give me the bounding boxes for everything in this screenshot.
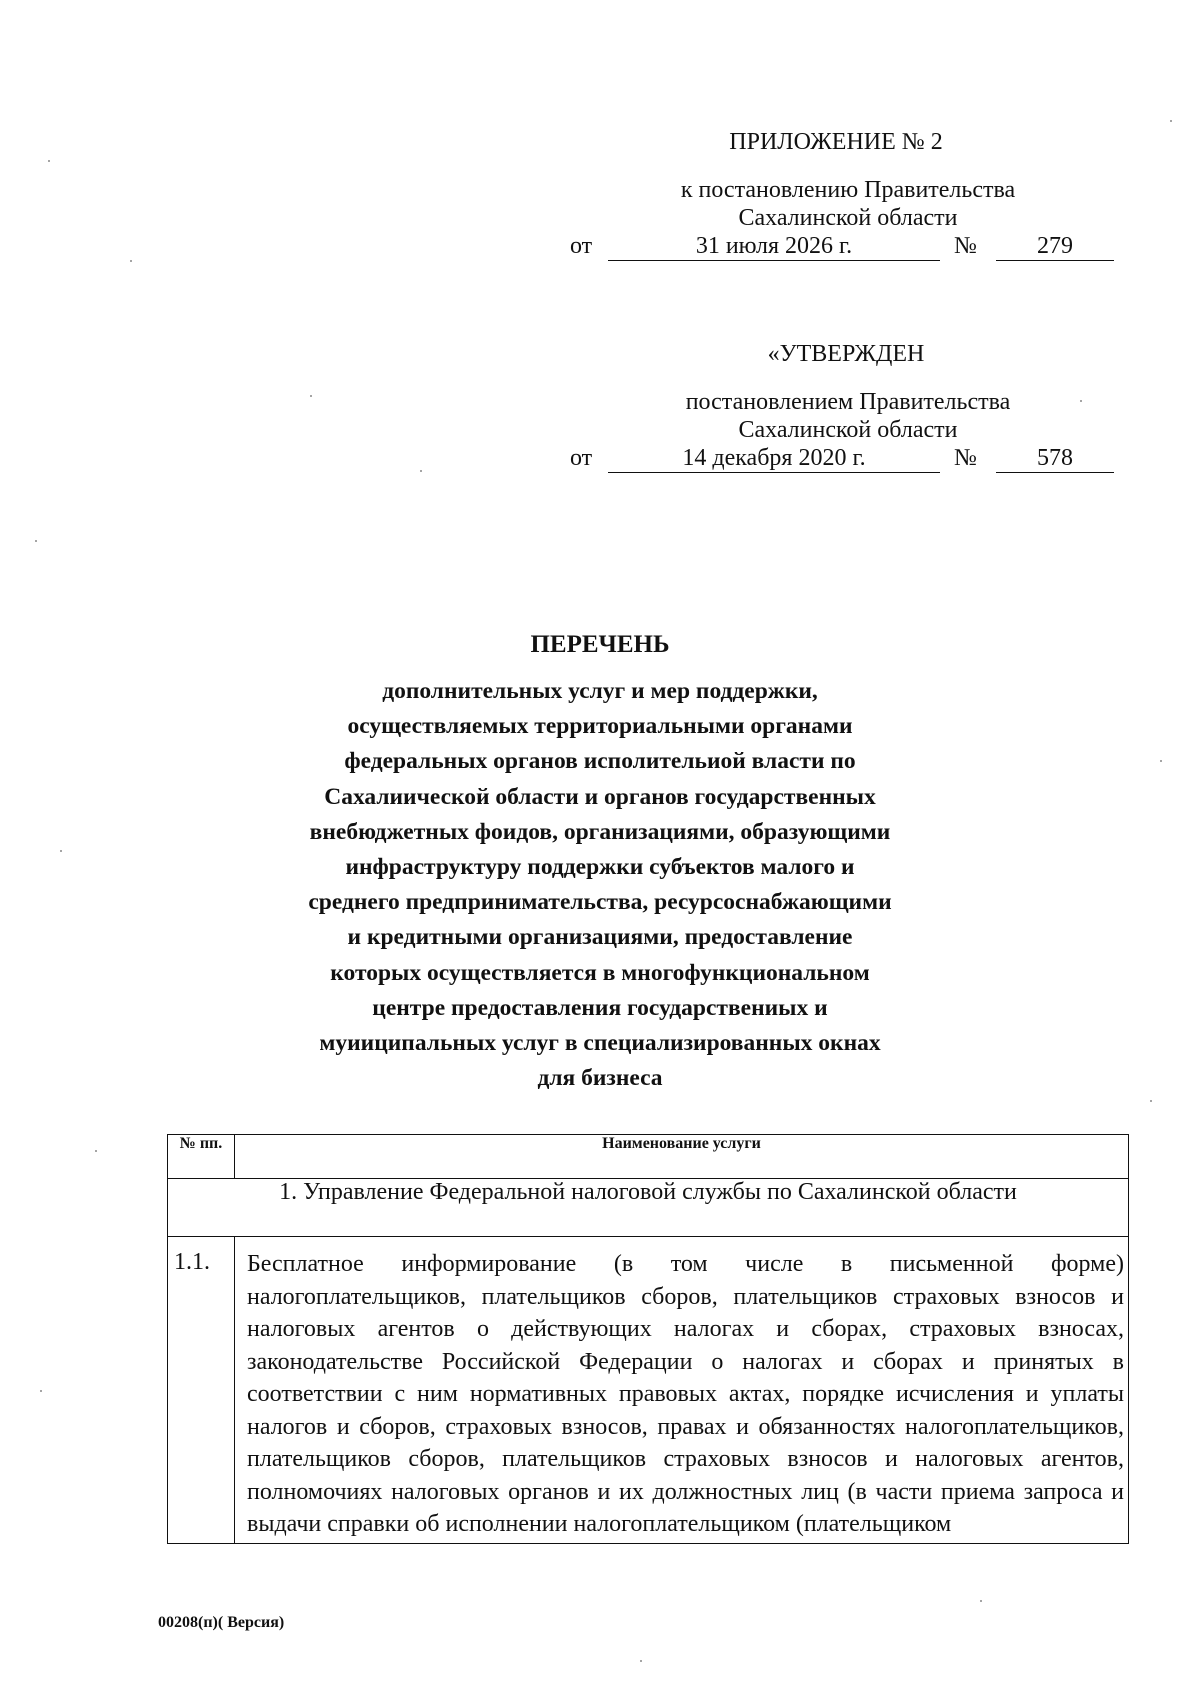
approved-line-1: постановлением Правительства xyxy=(685,389,1011,415)
heading-subtitle xyxy=(250,674,950,1096)
subtitle-line: инфраструктуру поддержки субъектов малого и xyxy=(345,854,855,881)
column-header-number: № пп. xyxy=(168,1135,235,1179)
appendix-number: 279 xyxy=(996,232,1114,261)
approved-reference xyxy=(560,444,1160,476)
scan-speck xyxy=(1160,760,1162,762)
column-header-name: Наименование услуги xyxy=(235,1135,1129,1179)
appendix-line-1: к постановлению Правительства xyxy=(680,177,1016,203)
subtitle-line: Сахалиической области и органов государственных xyxy=(324,783,876,810)
from-label: от xyxy=(570,233,593,259)
section-row xyxy=(168,1179,1129,1237)
number-sign: № xyxy=(954,233,977,259)
table-header-row xyxy=(168,1135,1129,1179)
approved-title: «УТВЕРЖДЕН xyxy=(767,341,925,367)
from-label: от xyxy=(570,445,593,471)
subtitle-line: центре предоставления государствениых и xyxy=(372,994,828,1021)
subtitle-line: которых осуществляется в многофункциональном xyxy=(330,959,870,986)
subtitle-line: для бизнеса xyxy=(537,1065,663,1092)
scan-speck xyxy=(48,160,50,162)
subtitle-line: внебюджетных фоидов, организациями, образующими xyxy=(309,818,891,845)
subtitle-line: дополнительных услуг и мер поддержки, xyxy=(382,678,818,704)
scan-speck xyxy=(130,260,132,262)
approved-date: 14 декабря 2020 г. xyxy=(608,444,940,473)
row-service-name: Бесплатное информирование (в том числе в письменной форме) налогоплательщиков, плательщиков сборов, плательщиков страховых взносов и налоговых агентов о действующих налогах и сборах, страховых взносах, законодательстве Российской Федерации о налогах и сборах и принятых в соответствии с ним нормативных правовых актах, порядке исчисления и уплаты налогов и сборов, страховых взносов, правах и обязанностях налогоплательщиков, плательщиков сборов, плательщиков страховых взносов и налоговых агентов, полномочиях налоговых органов и их должностных лиц (в части приема запроса и выдачи справки об исполнении налогоплательщиком (плательщиком xyxy=(235,1237,1129,1544)
row-number: 1.1. xyxy=(168,1237,235,1544)
appendix-reference xyxy=(560,232,1160,264)
scan-speck xyxy=(310,395,312,397)
subtitle-line: осуществляемых территориальными органами xyxy=(347,713,853,740)
appendix-date: 31 июля 2026 г. xyxy=(608,232,940,261)
scan-speck xyxy=(1170,120,1172,122)
table-row xyxy=(168,1237,1129,1544)
subtitle-line: федеральных органов исполительиой власти по xyxy=(344,748,856,775)
scan-speck xyxy=(640,1660,642,1662)
appendix-line-2: Сахалинской области xyxy=(738,205,958,231)
subtitle-line: муииципальных услуг в специализированных окнах xyxy=(319,1030,881,1057)
document-heading xyxy=(250,630,950,1096)
scan-speck xyxy=(40,1390,42,1392)
scan-speck xyxy=(35,540,37,542)
scan-speck xyxy=(980,1600,982,1602)
subtitle-line: и кредитными организациями, предоставление xyxy=(347,924,853,951)
services-table xyxy=(167,1134,1129,1544)
approved-line-2: Сахалинской области xyxy=(738,417,958,443)
approved-block xyxy=(560,340,1160,476)
approved-number: 578 xyxy=(996,444,1114,473)
scan-speck xyxy=(1150,1100,1152,1102)
scan-speck xyxy=(60,850,62,852)
appendix-block xyxy=(560,128,1160,264)
scan-speck xyxy=(95,1150,97,1152)
subtitle-line: среднего предпринимательства, ресурсоснабжающими xyxy=(308,889,892,916)
number-sign: № xyxy=(954,445,977,471)
scan-speck xyxy=(420,470,422,472)
appendix-title: ПРИЛОЖЕНИЕ № 2 xyxy=(729,129,943,155)
heading-title: ПЕРЕЧЕНЬ xyxy=(530,631,670,658)
footer-code: 00208(п)( Версия) xyxy=(158,1614,285,1631)
section-title: 1. Управление Федеральной налоговой службы по Сахалинской области xyxy=(168,1179,1129,1237)
